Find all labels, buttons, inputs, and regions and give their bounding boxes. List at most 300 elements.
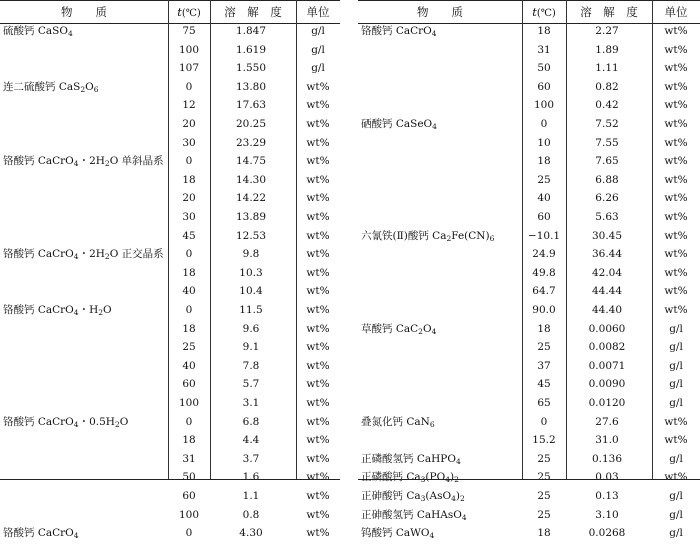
temperature-value: 20 <box>182 192 196 205</box>
solubility-value: 30.45 <box>591 229 623 242</box>
solubility-value: 7.65 <box>595 155 619 168</box>
unit-value: wt% <box>306 471 330 484</box>
name-text: 草酸钙 CaC <box>361 322 419 335</box>
table-row <box>0 171 340 190</box>
substance-name <box>361 115 520 134</box>
solubility-value: 6.8 <box>242 415 260 428</box>
solubility-value: 1.619 <box>235 43 267 56</box>
table-row <box>0 375 340 394</box>
unit-value: wt% <box>306 173 330 186</box>
solubility-value: 6.26 <box>595 192 619 205</box>
table-row <box>358 301 700 320</box>
unit-value: g/l <box>669 397 683 409</box>
substance-name <box>361 524 520 543</box>
unit-value: wt% <box>664 25 688 37</box>
name-text: (PO <box>425 471 446 484</box>
temperature-value: 18 <box>182 266 196 279</box>
subscript: 4 <box>431 326 437 336</box>
solubility-value: 3.7 <box>242 452 260 465</box>
solubility-value: 4.4 <box>242 434 260 447</box>
subscript: 2 <box>98 308 104 317</box>
subscript: 2 <box>80 84 86 94</box>
table-row <box>0 413 340 432</box>
unit-value: wt% <box>664 99 688 112</box>
table-row <box>0 468 340 487</box>
temperature-value: 75 <box>182 25 196 37</box>
substance-name <box>3 96 166 115</box>
solubility-value: 0.0060 <box>588 322 626 335</box>
unit-value: wt% <box>664 211 688 223</box>
name-text: Fe(CN) <box>451 229 490 242</box>
substance-name <box>3 115 166 134</box>
temperature-value: 90.0 <box>532 304 556 316</box>
subscript: 4 <box>73 419 79 429</box>
unit-value: wt% <box>306 527 330 540</box>
header-temperature <box>522 1 566 23</box>
table-row <box>358 208 700 227</box>
temperature-value: 18 <box>182 322 196 335</box>
temperature-value: 31 <box>182 452 196 465</box>
unit-value: wt% <box>306 359 330 372</box>
unit-value: g/l <box>669 359 683 372</box>
substance-name <box>3 282 166 301</box>
unit-value: wt% <box>664 415 688 428</box>
temperature-value: 15.2 <box>532 434 556 447</box>
name-text: 铬酸钙 CaCrO <box>3 415 74 428</box>
unit-value: wt% <box>306 136 330 149</box>
unit-value: wt% <box>306 397 330 409</box>
substance-name <box>3 375 166 394</box>
substance-name <box>3 22 166 41</box>
table-header <box>358 0 700 24</box>
unit-value: wt% <box>664 471 688 484</box>
temperature-value: 0 <box>185 248 193 261</box>
solubility-value: 13.89 <box>235 211 267 223</box>
name-text: 六氰铁(Ⅱ)酸钙 Ca <box>361 229 447 242</box>
table-row <box>0 282 340 301</box>
substance-name <box>3 394 166 413</box>
temperature-value: 30 <box>182 211 196 223</box>
substance-name <box>361 245 520 264</box>
table-row <box>358 320 700 339</box>
subscript: 2 <box>418 326 423 336</box>
substance-name <box>361 320 520 339</box>
temperature-value: 0 <box>540 415 548 428</box>
substance-name <box>361 282 520 301</box>
substance-name <box>3 468 166 487</box>
unit-value: wt% <box>664 192 688 205</box>
substance-name <box>361 394 520 413</box>
temperature-value: 18 <box>182 173 196 186</box>
solubility-value: 0.0120 <box>588 397 626 409</box>
unit-value: g/l <box>669 490 683 502</box>
table-row <box>0 450 340 469</box>
table-row <box>0 245 340 264</box>
temperature-value: 0 <box>185 415 193 428</box>
solubility-value: 1.550 <box>235 62 267 75</box>
temperature-value: 25 <box>537 173 551 186</box>
table-row <box>358 524 700 543</box>
table-row <box>358 152 700 171</box>
table-row <box>0 357 340 376</box>
table-row <box>0 320 340 339</box>
subscript: 4 <box>451 494 456 503</box>
substance-name <box>361 96 520 115</box>
table-row <box>358 413 700 432</box>
temperature-value: 30 <box>182 136 196 149</box>
temperature-value: 65 <box>537 397 551 409</box>
table-row <box>358 431 700 450</box>
subscript: 4 <box>73 159 79 169</box>
header-temp-symbol: t <box>177 5 182 19</box>
solubility-value: 17.63 <box>235 99 267 112</box>
header-temp-symbol: t <box>532 5 537 19</box>
unit-value: wt% <box>664 434 688 447</box>
name-text: 铬酸钙 CaCrO <box>361 25 432 37</box>
table-row <box>0 487 340 506</box>
table-row <box>358 171 700 190</box>
unit-value: wt% <box>664 229 688 242</box>
temperature-value: −10.1 <box>527 229 561 242</box>
table-row <box>358 22 700 41</box>
header-unit: 单位 <box>306 5 330 19</box>
name-text: 铬酸钙 CaCrO <box>3 248 74 261</box>
temperature-value: 60 <box>182 490 196 502</box>
unit-value: wt% <box>306 378 330 391</box>
unit-value: wt% <box>306 192 330 205</box>
temperature-value: 25 <box>537 452 551 465</box>
unit-value: wt% <box>306 434 330 447</box>
header-solubility: 溶 解 度 <box>224 5 282 19</box>
temperature-value: 25 <box>537 341 551 354</box>
subscript: 4 <box>67 29 73 38</box>
subscript: 3 <box>420 475 426 485</box>
unit-value: wt% <box>306 266 330 279</box>
substance-name <box>361 506 520 525</box>
table-row <box>0 41 340 60</box>
table-row <box>0 96 340 115</box>
substance-name <box>361 375 520 394</box>
temperature-value: 45 <box>537 378 551 391</box>
name-text: ・H <box>78 304 99 316</box>
table-row <box>358 506 700 525</box>
substance-name <box>3 227 166 246</box>
name-text: 硒酸钙 CaSeO <box>361 118 433 130</box>
temperature-value: 37 <box>537 359 551 372</box>
header-temp-unit: (℃) <box>536 8 556 19</box>
unit-value: wt% <box>664 266 688 279</box>
table-row <box>0 524 340 543</box>
subscript: 4 <box>431 29 437 38</box>
subscript: 2 <box>460 494 465 503</box>
table-header <box>0 0 340 24</box>
solubility-value: 13.80 <box>235 80 267 93</box>
unit-value: wt% <box>664 155 688 168</box>
temperature-value: 64.7 <box>532 285 556 298</box>
solubility-value: 0.82 <box>595 80 619 93</box>
solubility-value: 27.6 <box>595 415 619 428</box>
solubility-value: 7.52 <box>595 118 619 130</box>
temperature-value: 40 <box>182 285 196 298</box>
subscript: 4 <box>432 122 437 131</box>
table-row <box>358 394 700 413</box>
temperature-value: 31 <box>537 43 551 56</box>
table-row <box>0 134 340 153</box>
table-row <box>0 152 340 171</box>
solubility-value: 23.29 <box>235 136 267 149</box>
solubility-value: 1.6 <box>242 471 260 484</box>
solubility-value: 31.0 <box>595 434 619 447</box>
table-row <box>358 189 700 208</box>
substance-name <box>3 59 166 78</box>
solubility-value: 36.44 <box>591 248 623 261</box>
solubility-value: 6.88 <box>595 173 619 186</box>
subscript: 4 <box>429 531 435 541</box>
table-row <box>358 487 700 506</box>
name-text: 正磷酸钙 Ca <box>361 471 421 484</box>
substance-name <box>3 152 166 171</box>
temperature-value: 50 <box>537 62 551 75</box>
substance-name <box>361 338 520 357</box>
subscript: 2 <box>446 233 452 243</box>
substance-name <box>361 301 520 320</box>
substance-name <box>3 245 166 264</box>
name-text: ・0.5H <box>78 415 115 428</box>
substance-name <box>361 450 520 469</box>
name-text: 正磷酸氢钙 CaHPO <box>361 452 456 465</box>
temperature-value: 60 <box>537 211 551 223</box>
table-row <box>358 264 700 283</box>
table-row <box>0 338 340 357</box>
unit-value: wt% <box>664 118 688 130</box>
substance-name <box>3 320 166 339</box>
temperature-value: 0 <box>540 118 548 130</box>
solubility-value: 5.63 <box>595 211 619 223</box>
solubility-value: 7.55 <box>595 136 619 149</box>
unit-value: g/l <box>669 341 683 354</box>
substance-name <box>361 487 520 506</box>
unit-value: wt% <box>306 490 330 502</box>
name-text: ) <box>455 490 460 502</box>
solubility-value: 14.75 <box>235 155 267 168</box>
name-text: 叠氮化钙 CaN <box>361 415 430 428</box>
temperature-value: 18 <box>537 155 551 168</box>
substance-name <box>361 227 520 246</box>
unit-value: wt% <box>664 80 688 93</box>
unit-value: wt% <box>306 248 330 261</box>
subscript: 6 <box>429 419 435 429</box>
unit-value: wt% <box>306 304 330 316</box>
temperature-value: 12 <box>182 99 196 112</box>
table-row <box>358 468 700 487</box>
solubility-value: 0.03 <box>595 471 619 484</box>
temperature-value: 25 <box>537 508 551 521</box>
solubility-value: 1.847 <box>235 25 267 37</box>
temperature-value: 49.8 <box>532 266 556 279</box>
table-row <box>358 282 700 301</box>
name-text: O 正交晶系 <box>109 248 164 261</box>
name-text: O <box>103 304 112 316</box>
subscript: 3 <box>420 494 426 503</box>
temperature-value: 25 <box>182 341 196 354</box>
substance-name <box>3 134 166 153</box>
temperature-value: 20 <box>182 118 196 130</box>
name-text: 铬酸钙 CaCrO <box>3 155 74 168</box>
substance-name <box>361 152 520 171</box>
substance-name <box>3 413 166 432</box>
name-text: 连二硫酸钙 CaS <box>3 80 81 93</box>
solubility-value: 4.30 <box>239 527 263 540</box>
substance-name <box>3 189 166 208</box>
table-row <box>358 134 700 153</box>
table-row <box>358 357 700 376</box>
unit-value: wt% <box>306 211 330 223</box>
temperature-value: 60 <box>537 80 551 93</box>
table-row <box>0 264 340 283</box>
header-temperature <box>168 1 210 23</box>
subscript: 4 <box>73 252 79 262</box>
right-table <box>358 0 700 541</box>
name-text: 正砷酸氢钙 CaHAsO <box>361 508 462 521</box>
solubility-value: 1.89 <box>595 43 619 56</box>
solubility-value: 12.53 <box>235 229 267 242</box>
temperature-value: 100 <box>178 43 200 56</box>
subscript: 2 <box>454 475 459 485</box>
solubility-value: 9.6 <box>242 322 260 335</box>
unit-value: wt% <box>306 155 330 168</box>
solubility-value: 44.40 <box>591 304 623 316</box>
substance-name <box>3 506 166 525</box>
temperature-value: 100 <box>178 508 200 521</box>
unit-value: wt% <box>664 304 688 316</box>
name-text: ・2H <box>78 155 105 168</box>
unit-value: wt% <box>664 173 688 186</box>
subscript: 2 <box>104 159 110 169</box>
unit-value: wt% <box>306 415 330 428</box>
solubility-value: 9.8 <box>242 248 260 261</box>
temperature-value: 100 <box>178 397 200 409</box>
substance-name <box>3 450 166 469</box>
solubility-value: 42.04 <box>591 266 623 279</box>
subscript: 4 <box>73 308 79 317</box>
table-row <box>358 59 700 78</box>
unit-value: g/l <box>669 322 683 335</box>
temperature-value: 10 <box>537 136 551 149</box>
name-text: O <box>119 415 129 428</box>
temperature-value: 25 <box>537 471 551 484</box>
name-text: O <box>85 80 94 93</box>
table-row <box>358 227 700 246</box>
table-row <box>0 189 340 208</box>
substance-name <box>3 487 166 506</box>
substance-name <box>361 431 520 450</box>
subscript: 4 <box>445 475 450 485</box>
header-substance: 物 质 <box>417 5 463 19</box>
substance-name <box>3 524 166 543</box>
unit-value: wt% <box>306 452 330 465</box>
temperature-value: 18 <box>537 25 551 37</box>
table-row <box>358 41 700 60</box>
solubility-value: 0.42 <box>595 99 619 112</box>
substance-name <box>361 208 520 227</box>
header-solubility: 溶 解 度 <box>580 5 638 19</box>
substance-name <box>3 171 166 190</box>
solubility-value: 3.1 <box>242 397 260 409</box>
unit-value: wt% <box>306 229 330 242</box>
solubility-value: 10.4 <box>239 285 263 298</box>
table-row <box>0 431 340 450</box>
substance-name <box>3 41 166 60</box>
substance-name <box>3 357 166 376</box>
unit-value: wt% <box>664 136 688 149</box>
table-row <box>0 78 340 97</box>
temperature-value: 50 <box>182 471 196 484</box>
unit-value: wt% <box>306 341 330 354</box>
header-temp-unit: (℃) <box>181 8 201 19</box>
solubility-value: 14.22 <box>235 192 267 205</box>
solubility-value: 7.8 <box>242 359 260 372</box>
temperature-value: 0 <box>185 80 193 93</box>
temperature-value: 40 <box>537 192 551 205</box>
substance-name <box>3 264 166 283</box>
header-substance: 物 质 <box>61 5 107 19</box>
temperature-value: 107 <box>178 62 200 75</box>
name-text: ) <box>449 471 455 484</box>
name-text: 硫酸钙 CaSO <box>3 25 68 37</box>
substance-name <box>3 338 166 357</box>
unit-value: wt% <box>306 285 330 298</box>
solubility-value: 0.8 <box>242 508 260 521</box>
unit-value: wt% <box>306 508 330 521</box>
solubility-value: 11.5 <box>239 304 263 316</box>
unit-value: wt% <box>664 62 688 75</box>
table-row <box>0 227 340 246</box>
temperature-value: 0 <box>185 155 193 168</box>
subscript: 2 <box>104 252 110 262</box>
substance-name <box>3 431 166 450</box>
unit-value: wt% <box>306 322 330 335</box>
substance-name <box>361 134 520 153</box>
substance-name <box>361 41 520 60</box>
table-row <box>358 450 700 469</box>
table-row <box>0 22 340 41</box>
table-row <box>0 301 340 320</box>
solubility-value: 0.0268 <box>588 527 626 540</box>
substance-name <box>361 357 520 376</box>
temperature-value: 45 <box>182 229 196 242</box>
substance-name <box>361 171 520 190</box>
name-text: 正砷酸钙 Ca <box>361 490 421 502</box>
table-row <box>0 115 340 134</box>
subscript: 4 <box>73 531 79 541</box>
left-table <box>0 0 340 541</box>
table-row <box>358 78 700 97</box>
solubility-value: 20.25 <box>235 118 267 130</box>
subscript: 4 <box>461 512 467 522</box>
unit-value: wt% <box>664 285 688 298</box>
unit-value: g/l <box>311 25 325 37</box>
name-text: 钨酸钙 CaWO <box>361 527 430 540</box>
substance-name <box>361 264 520 283</box>
substance-name <box>361 413 520 432</box>
unit-value: wt% <box>664 43 688 56</box>
name-text: 铬酸钙 CaCrO <box>3 304 74 316</box>
name-text: (AsO <box>425 490 452 502</box>
unit-value: g/l <box>669 378 683 391</box>
solubility-value: 0.13 <box>595 490 619 502</box>
temperature-value: 0 <box>185 304 193 316</box>
table-row <box>0 506 340 525</box>
